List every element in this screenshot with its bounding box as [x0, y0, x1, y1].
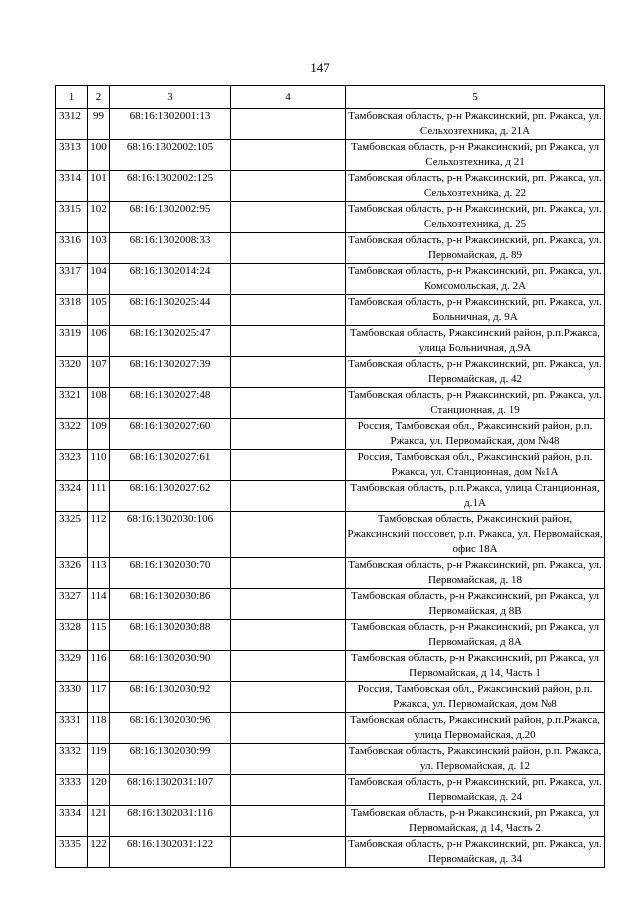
cadastre-table [55, 85, 605, 868]
row-number-cell: 3322 [56, 419, 88, 450]
address-cell: Тамбовская область, р.п.Ржакса, улица Станционная, д.1А [346, 481, 605, 512]
table-row [56, 109, 605, 140]
header-cell: 4 [231, 86, 346, 109]
row-number-cell: 3319 [56, 326, 88, 357]
empty-cell [231, 140, 346, 171]
cadastral-number-cell: 68:16:1302030:99 [110, 744, 231, 775]
empty-cell [231, 450, 346, 481]
cadastral-number-cell: 68:16:1302002:105 [110, 140, 231, 171]
empty-cell [231, 837, 346, 868]
empty-cell [231, 806, 346, 837]
cadastral-number-cell: 68:16:1302030:106 [110, 512, 231, 558]
address-cell: Тамбовская область, р-н Ржаксинский, рп. Ржакса, ул. Первомайская, д. 24 [346, 775, 605, 806]
empty-cell [231, 651, 346, 682]
item-number-cell: 121 [88, 806, 110, 837]
address-cell: Россия, Тамбовская обл., Ржаксинский район, р.п. Ржакса, ул. Первомайская, дом №8 [346, 682, 605, 713]
row-number-cell: 3334 [56, 806, 88, 837]
address-cell: Тамбовская область, р-н Ржаксинский, рп Ржакса, ул Сельхозтехника, д 21 [346, 140, 605, 171]
empty-cell [231, 109, 346, 140]
table-row [56, 775, 605, 806]
table-row [56, 806, 605, 837]
item-number-cell: 109 [88, 419, 110, 450]
cadastral-number-cell: 68:16:1302031:122 [110, 837, 231, 868]
table-row [56, 651, 605, 682]
empty-cell [231, 233, 346, 264]
address-cell: Тамбовская область, Ржаксинский район, р.п.Ржакса, улица Больничная, д.9А [346, 326, 605, 357]
table-row [56, 171, 605, 202]
table-row [56, 202, 605, 233]
table-row [56, 450, 605, 481]
item-number-cell: 114 [88, 589, 110, 620]
row-number-cell: 3326 [56, 558, 88, 589]
row-number-cell: 3325 [56, 512, 88, 558]
address-cell: Тамбовская область, р-н Ржаксинский, рп. Ржакса, ул. Сельхозтехника, д. 25 [346, 202, 605, 233]
row-number-cell: 3330 [56, 682, 88, 713]
item-number-cell: 107 [88, 357, 110, 388]
header-cell: 2 [88, 86, 110, 109]
address-cell: Тамбовская область, р-н Ржаксинский, рп. Ржакса, ул. Больничная, д. 9А [346, 295, 605, 326]
item-number-cell: 104 [88, 264, 110, 295]
address-cell: Тамбовская область, Ржаксинский район, р.п. Ржакса, ул. Первомайская, д. 12 [346, 744, 605, 775]
row-number-cell: 3315 [56, 202, 88, 233]
empty-cell [231, 713, 346, 744]
item-number-cell: 103 [88, 233, 110, 264]
table-row [56, 837, 605, 868]
table-row [56, 357, 605, 388]
row-number-cell: 3321 [56, 388, 88, 419]
item-number-cell: 102 [88, 202, 110, 233]
row-number-cell: 3327 [56, 589, 88, 620]
row-number-cell: 3335 [56, 837, 88, 868]
row-number-cell: 3331 [56, 713, 88, 744]
item-number-cell: 110 [88, 450, 110, 481]
address-cell: Россия, Тамбовская обл., Ржаксинский район, р.п. Ржакса, ул. Первомайская, дом №48 [346, 419, 605, 450]
cadastral-number-cell: 68:16:1302031:107 [110, 775, 231, 806]
table-row [56, 558, 605, 589]
item-number-cell: 119 [88, 744, 110, 775]
item-number-cell: 99 [88, 109, 110, 140]
item-number-cell: 115 [88, 620, 110, 651]
empty-cell [231, 419, 346, 450]
empty-cell [231, 620, 346, 651]
row-number-cell: 3329 [56, 651, 88, 682]
table-row [56, 713, 605, 744]
cadastral-number-cell: 68:16:1302025:44 [110, 295, 231, 326]
cadastral-number-cell: 68:16:1302002:95 [110, 202, 231, 233]
item-number-cell: 112 [88, 512, 110, 558]
cadastral-number-cell: 68:16:1302031:116 [110, 806, 231, 837]
address-cell: Тамбовская область, р-н Ржаксинский, рп. Ржакса, ул. Сельхозтехника, д. 22 [346, 171, 605, 202]
cadastral-number-cell: 68:16:1302027:48 [110, 388, 231, 419]
address-cell: Тамбовская область, р-н Ржаксинский, рп Ржакса, ул Первомайская, д 14, Часть 1 [346, 651, 605, 682]
cadastral-number-cell: 68:16:1302008:33 [110, 233, 231, 264]
empty-cell [231, 202, 346, 233]
cadastral-number-cell: 68:16:1302014:24 [110, 264, 231, 295]
address-cell: Россия, Тамбовская обл., Ржаксинский район, р.п. Ржакса, ул. Станционная, дом №1А [346, 450, 605, 481]
row-number-cell: 3316 [56, 233, 88, 264]
address-cell: Тамбовская область, Ржаксинский район, р.п.Ржакса, улица Первомайская, д.20 [346, 713, 605, 744]
cadastral-number-cell: 68:16:1302030:90 [110, 651, 231, 682]
item-number-cell: 101 [88, 171, 110, 202]
item-number-cell: 108 [88, 388, 110, 419]
row-number-cell: 3320 [56, 357, 88, 388]
item-number-cell: 106 [88, 326, 110, 357]
table-row [56, 326, 605, 357]
address-cell: Тамбовская область, р-н Ржаксинский, рп. Ржакса, ул. Сельхозтехника, д. 21А [346, 109, 605, 140]
cadastral-number-cell: 68:16:1302030:70 [110, 558, 231, 589]
empty-cell [231, 388, 346, 419]
address-cell: Тамбовская область, р-н Ржаксинский, рп Ржакса, ул Первомайская, д 8В [346, 589, 605, 620]
row-number-cell: 3317 [56, 264, 88, 295]
table-row [56, 233, 605, 264]
item-number-cell: 111 [88, 481, 110, 512]
row-number-cell: 3312 [56, 109, 88, 140]
table-row [56, 140, 605, 171]
item-number-cell: 120 [88, 775, 110, 806]
address-cell: Тамбовская область, р-н Ржаксинский, рп. Ржакса, ул. Станционная, д. 19 [346, 388, 605, 419]
cadastral-number-cell: 68:16:1302025:47 [110, 326, 231, 357]
table-row [56, 512, 605, 558]
row-number-cell: 3313 [56, 140, 88, 171]
item-number-cell: 116 [88, 651, 110, 682]
cadastral-number-cell: 68:16:1302030:96 [110, 713, 231, 744]
page-number: 147 [310, 60, 330, 75]
item-number-cell: 122 [88, 837, 110, 868]
cadastral-number-cell: 68:16:1302002:125 [110, 171, 231, 202]
row-number-cell: 3318 [56, 295, 88, 326]
empty-cell [231, 264, 346, 295]
row-number-cell: 3333 [56, 775, 88, 806]
cadastral-number-cell: 68:16:1302030:86 [110, 589, 231, 620]
empty-cell [231, 775, 346, 806]
item-number-cell: 113 [88, 558, 110, 589]
table-row [56, 481, 605, 512]
table-row [56, 295, 605, 326]
empty-cell [231, 357, 346, 388]
address-cell: Тамбовская область, р-н Ржаксинский, рп. Ржакса, ул. Первомайская, д. 89 [346, 233, 605, 264]
row-number-cell: 3314 [56, 171, 88, 202]
cadastral-number-cell: 68:16:1302030:92 [110, 682, 231, 713]
empty-cell [231, 171, 346, 202]
empty-cell [231, 682, 346, 713]
empty-cell [231, 558, 346, 589]
address-cell: Тамбовская область, р-н Ржаксинский, рп Ржакса, ул Первомайская, д 14, Часть 2 [346, 806, 605, 837]
table-row [56, 419, 605, 450]
table-row [56, 388, 605, 419]
address-cell: Тамбовская область, р-н Ржаксинский, рп. Ржакса, ул. Первомайская, д. 34 [346, 837, 605, 868]
row-number-cell: 3324 [56, 481, 88, 512]
empty-cell [231, 589, 346, 620]
cadastral-number-cell: 68:16:1302027:62 [110, 481, 231, 512]
cadastral-number-cell: 68:16:1302027:39 [110, 357, 231, 388]
address-cell: Тамбовская область, р-н Ржаксинский, рп Ржакса, ул Первомайская, д 8А [346, 620, 605, 651]
header-cell: 5 [346, 86, 605, 109]
address-cell: Тамбовская область, р-н Ржаксинский, рп. Ржакса, ул. Комсомольская, д. 2А [346, 264, 605, 295]
item-number-cell: 117 [88, 682, 110, 713]
item-number-cell: 100 [88, 140, 110, 171]
item-number-cell: 105 [88, 295, 110, 326]
empty-cell [231, 481, 346, 512]
cadastral-number-cell: 68:16:1302001:13 [110, 109, 231, 140]
table-row [56, 744, 605, 775]
cadastral-number-cell: 68:16:1302030:88 [110, 620, 231, 651]
table-row [56, 682, 605, 713]
empty-cell [231, 512, 346, 558]
row-number-cell: 3332 [56, 744, 88, 775]
address-cell: Тамбовская область, Ржаксинский район, Ржаксинский поссовет, р.п. Ржакса, ул. Первомайская, офис 18А [346, 512, 605, 558]
address-cell: Тамбовская область, р-н Ржаксинский, рп. Ржакса, ул. Первомайская, д. 42 [346, 357, 605, 388]
cadastral-number-cell: 68:16:1302027:60 [110, 419, 231, 450]
table-row [56, 589, 605, 620]
empty-cell [231, 326, 346, 357]
table-header-row [56, 86, 605, 109]
empty-cell [231, 744, 346, 775]
item-number-cell: 118 [88, 713, 110, 744]
header-cell: 3 [110, 86, 231, 109]
cadastral-number-cell: 68:16:1302027:61 [110, 450, 231, 481]
row-number-cell: 3323 [56, 450, 88, 481]
table-row [56, 620, 605, 651]
empty-cell [231, 295, 346, 326]
row-number-cell: 3328 [56, 620, 88, 651]
address-cell: Тамбовская область, р-н Ржаксинский, рп. Ржакса, ул. Первомайская, д. 18 [346, 558, 605, 589]
header-cell: 1 [56, 86, 88, 109]
table-row [56, 264, 605, 295]
